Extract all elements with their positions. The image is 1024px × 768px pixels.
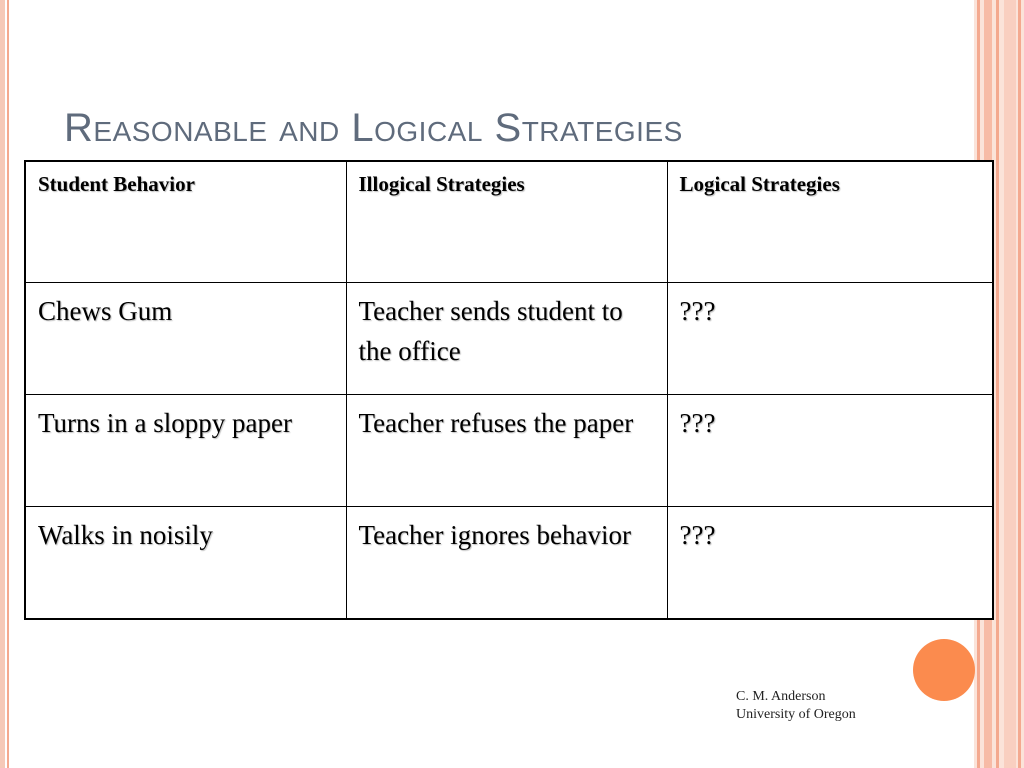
logical-strategy-cell: ??? (667, 395, 993, 507)
left-border-stripe (0, 0, 5, 768)
behavior-cell: Chews Gum (25, 283, 346, 395)
header-logical-strategies: Logical Strategies (667, 161, 993, 283)
header-illogical-strategies: Illogical Strategies (346, 161, 667, 283)
strategy-table (24, 160, 994, 620)
illogical-strategy-cell: Teacher sends student to the office (346, 283, 667, 395)
behavior-cell: Walks in noisily (25, 507, 346, 620)
header-student-behavior: Student Behavior (25, 161, 346, 283)
left-border-stripe (7, 0, 9, 768)
right-border-stripe (996, 0, 999, 768)
slide-title: Reasonable and Logical Strategies (64, 106, 683, 150)
credit-block (736, 688, 856, 724)
credit-author: C. M. Anderson (736, 689, 826, 704)
right-border-stripe (1018, 0, 1021, 768)
table-row (25, 395, 993, 507)
left-decorative-border (0, 0, 12, 768)
logical-strategy-cell: ??? (667, 507, 993, 620)
table-row (25, 507, 993, 620)
logical-strategy-cell: ??? (667, 283, 993, 395)
decorative-circle (913, 639, 975, 701)
illogical-strategy-cell: Teacher ignores behavior (346, 507, 667, 620)
table-row (25, 283, 993, 395)
illogical-strategy-cell: Teacher refuses the paper (346, 395, 667, 507)
right-border-stripe (1004, 0, 1016, 768)
table-header-row (25, 161, 993, 283)
behavior-cell: Turns in a sloppy paper (25, 395, 346, 507)
credit-institution: University of Oregon (736, 707, 856, 722)
